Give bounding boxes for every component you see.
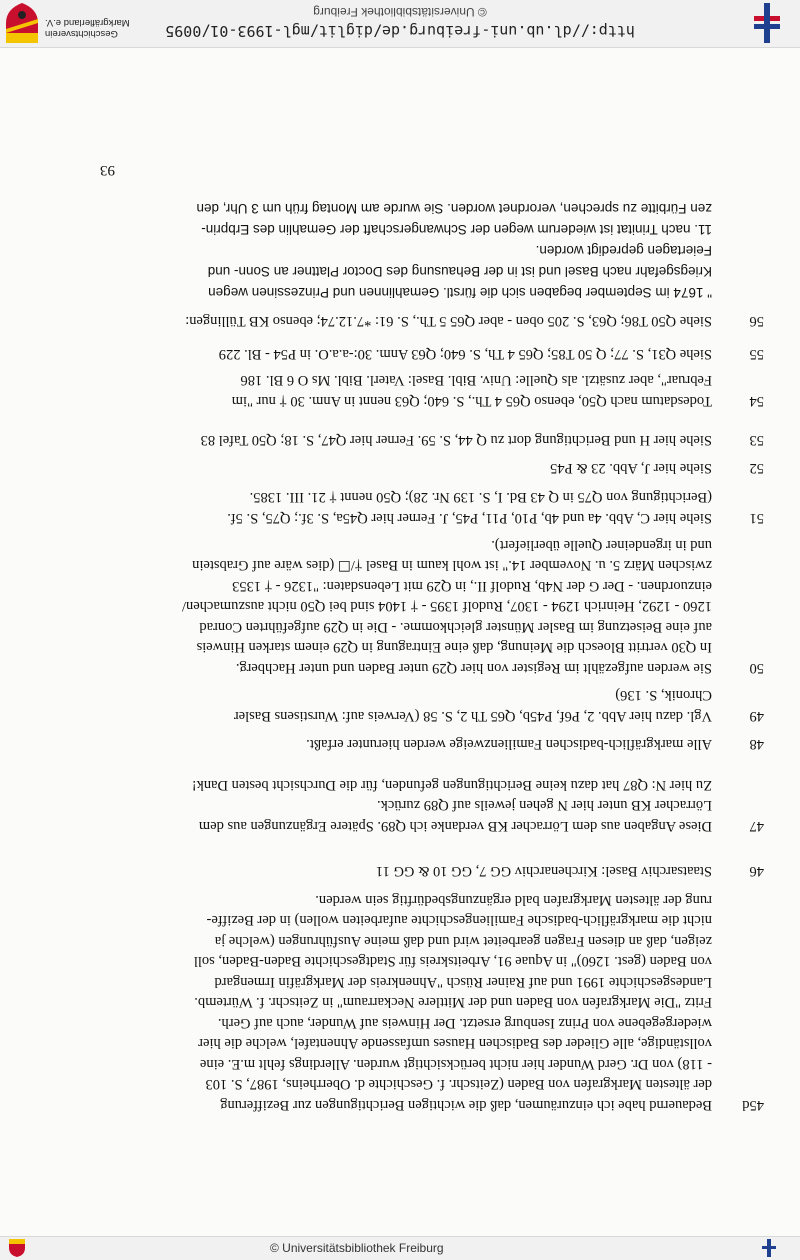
footnote-number: 49 [749,708,764,724]
footnote-56: 56 Siehe Q50 T86; Q63, S. 205 oben - aber Q65 5 Th., S. 61: *7.12.74; ebenso KB Tüllingen: [104,311,764,332]
quote-block: " 1674 im September begaben sich die fürstl. Gemahlinnen und Prinzessinen wegen Kriegsgefahr nach Basel und ist in der Behausung des Doctor Plattner an Sonn- und Feiertagen gepredigt worden. 11. nach Trinitat ist wiederum wegen der Schwangerschaft der Gemahlin des Erbprin- zen Fürbitte zu sprechen, verordnet worden. Sie wurde am Montag früh um 3 Uhr, den [196,201,712,300]
university-logo-icon [762,1239,776,1257]
footnote-49: 49 Vgl. dazu hier Abb. 2, P6f, P45b, Q65 Th 2, S. 58 (Verweis auf: Wurstisens Basler Chronik, S. 136) [233,687,764,724]
society-shield-icon [4,3,40,43]
footnote-number: 50 [749,660,764,676]
society-name: Geschichtsverein Markgräflerland e.V. [45,17,130,39]
footnote-53: 53 Siehe hier H und Berichtigung dort zu Q 44, S. 59. Ferner hier Q47, S. 18; Q50 Tafel 83 [104,430,764,451]
document-url[interactable]: http://dl.ub.uni-freiburg.de/diglit/mgl-1993-01/0095 [165,22,635,40]
footnote-number: 51 [749,510,764,526]
footnote-number: 52 [749,460,764,476]
footnote-number: 56 [749,313,764,329]
footnote-54: 54 Todesdatum nach Q50, ebenso Q65 4 Th., S. 640; Q63 nennt in Anm. 30 † nur "im Februar", aber zusätzl. als Quelle: Univ. Bibl. Basel: Vaterl. Bibl. Ms O 6 Bl. 186 [231,372,764,409]
footnote-50: 50 Sie werden aufgezählt im Register von hier Q29 unter Baden und unter Hachberg. In Q30 vertritt Bloesch die Meinung, daß eine Eintragung in Q29 einem starken Hinweis auf eine Beisetzung im Basler Münster gleichkomme. - Die in Q29 aufgeführten Conrad 1260 - 1292, Heinrich 1294 - 1307, Rudolf 1395 - † 1404 sind bei Q50 nicht auszumachen/ einzuordnen. - Der G der N4b, Rudolf II., in Q29 mit Lebensdaten: "1326 - † 1353 zwischen März 5. u. November 14." ist wohl kaum in Basel †/☐ (dies wäre auf Grabstein und in irgendeiner Quelle überliefert). [182,537,764,676]
footnote-number: 48 [749,736,764,752]
footnote-number: 45d [742,1097,764,1113]
footnote-51: 51 Siehe hier C, Abb. 4a und 4b, P10, P11, P45, J. Ferner hier Q45a, S. 3f.; Q75, S. 5f. (Berichtigung von Q75 in Q 43 Bd. I, S. 139 Nr. 28); Q50 nennt † 21. III. 1385. [227,489,764,526]
footnote-46: 46 Staatsarchiv Basel: Kirchenarchiv GG 7, GG 10 & GG 11 [104,861,764,882]
bottom-strip [0,1236,800,1260]
header-copyright: © Universitätsbibliothek Freiburg [313,5,487,19]
footnote-52: 52 Siehe hier J, Abb. 23 & P45 [104,458,764,479]
footnote-number: 53 [749,432,764,448]
footnote-number: 54 [749,393,764,409]
footnote-47: 47 Diese Angaben aus dem Lörracher KB verdanke ich Q89. Spätere Ergänzungen aus dem Lörracher KB unter hier N gehen jeweils auf Q89 zurück. Zu hier N: Q87 hat dazu keine Berichtigungen gefunden, für die Durchsicht besten Dank! [191,777,764,834]
footer-copyright: © Universitätsbibliothek Freiburg [270,1241,444,1255]
society-shield-icon [8,1239,26,1257]
footnote-number: 47 [749,818,764,834]
footnote-48: 48 Alle markgräflich-badischen Familienzweige werden hierunter erfaßt. [104,734,764,755]
page-number: 93 [100,162,115,178]
header-bar [0,0,800,48]
footnote-number: 55 [749,346,764,362]
footnote-number: 46 [749,863,764,879]
footnote-55: 55 Siehe Q31, S. 77; Q 50 T85; Q65 4 Th, S. 640; Q63 Anm. 30:-a.a.O. in P54 - Bl. 229 [104,344,764,365]
footnote-45d: 45d Bedauernd habe ich einzuräumen, daß die wichtigen Berichtigungen zur Bezifferung der ältesten Markgrafen von Baden (Zeitschr. f. Geschichte d. Oberrheins, 1987, S. 103 - 118) von Dr. Gerd Wunder hier nicht berücksichtigt wurden. Allerdings fehlt m.E. eine vollständige, alle Glieder des Badischen Hauses umfassende Ahnentafel, welche die hier wiedergegebene von Prinz Isenburg ersetzt. Der Hinweis auf Wunder, auch auf Gerh. Fritz "Die Markgrafen von Baden und der Mittlere Neckarraum" in Zeitschr. f. Würtemb. Landesgeschichte 1991 und auf Rainer Rüsch "Ahnenkreis der Markgräfin Irmengard von Baden (gest. 1260)" in Aquae 91, Arbeitskreis für Stadtgeschichte Baden-Baden, soll zeigen, daß an diesen Fragen gearbeitet wird und daß meine Ausführungen (welche ja nicht die markgräflich-badische Familiengeschichte aufarbeiten wollen) in der Beziffe- rung der ältesten Markgrafen bald ergänzungsbedürftig sein werden. [193,892,764,1113]
